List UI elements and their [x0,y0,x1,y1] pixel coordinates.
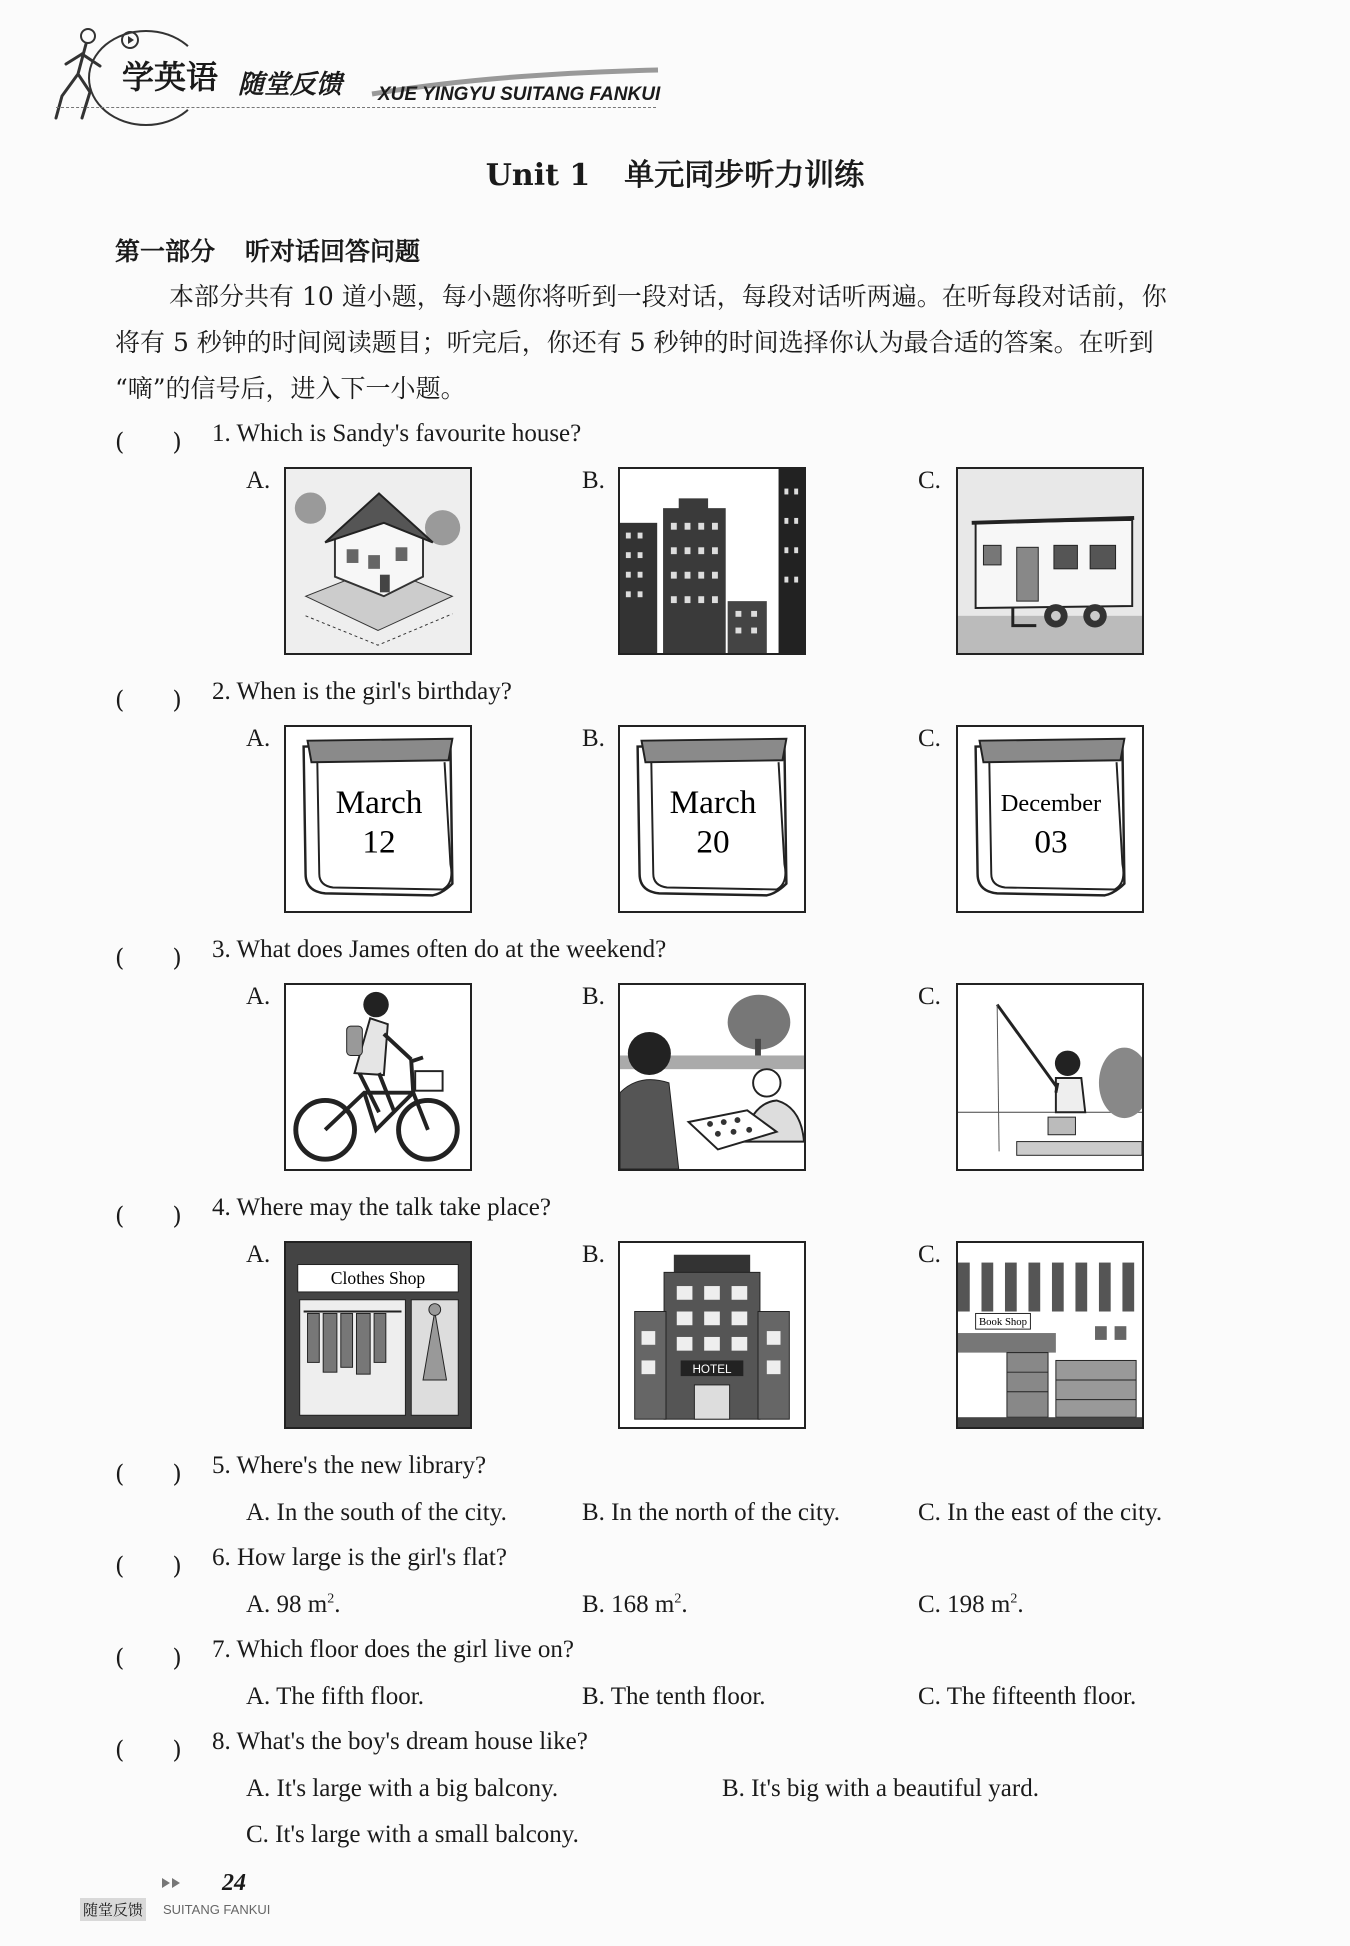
header-subtitle: 随堂反馈 [238,70,343,100]
calendar-day: 03 [1034,823,1068,861]
option-b[interactable] [582,1591,688,1619]
calendar-month: December [1000,790,1102,818]
shop-sign: Clothes Shop [330,1268,426,1289]
option-letter: A. [246,467,271,494]
option-tail: . [1017,1591,1024,1618]
question-text: 4. Where may the talk take place? [212,1194,551,1221]
apartment-buildings-icon [620,469,804,653]
option-letter: B. [582,467,605,494]
question-text: 7. Which floor does the girl live on? [212,1636,574,1663]
mobile-home-icon [958,469,1142,653]
instructions-line-1: 本部分共有 10 道小题，每小题你将听到一段对话，每段对话听两遍。在听每段对话前，你 [169,282,1167,311]
header-divider [56,107,656,108]
unit-title [0,150,1350,194]
calendar-month: March [335,784,423,822]
question-text: 6. How large is the girl's flat? [212,1544,507,1571]
option-b-picture[interactable] [618,467,806,655]
instructions-line-2: 将有 5 秒钟的时间阅读题目；听完后，你还有 5 秒钟的时间选择你认为最合适的答案。在听到 [115,328,1154,357]
option-letter: B. [582,983,605,1010]
option-c-picture[interactable] [956,725,1144,913]
option-letter: A. [246,725,271,752]
question-text: 5. Where's the new library? [212,1452,487,1479]
option-letter: C. [918,467,941,494]
answer-blank[interactable]: ( ) [115,944,182,972]
header-title: 学英语 [122,58,219,96]
page-number: 24 [222,1870,246,1896]
option-b-picture[interactable] [618,1241,806,1429]
option-c[interactable]: C. The fifteenth floor. [918,1683,1137,1710]
option-b[interactable]: B. It's big with a beautiful yard. [722,1775,1039,1802]
boy-fishing-icon [958,985,1142,1169]
option-letter: A. [246,1241,271,1268]
unit-label: Unit 1 [485,158,591,193]
calendar-day: 12 [362,823,396,861]
instructions-line-3: “嘀”的信号后，进入下一小题。 [115,374,466,403]
unit-name: 单元同步听力训练 [624,158,865,193]
detached-house-icon [286,469,470,653]
part-title [115,232,420,268]
answer-blank[interactable]: ( ) [115,1736,182,1764]
option-letter: B. [582,1241,605,1268]
answer-blank[interactable]: ( ) [115,1644,182,1672]
calendar-icon [620,727,804,911]
superscript: 2 [674,1591,682,1607]
option-a[interactable]: A. The fifth floor. [246,1683,424,1710]
option-b[interactable]: B. In the north of the city. [582,1499,841,1526]
option-letter: B. [582,725,605,752]
question-text: 8. What's the boy's dream house like? [212,1728,588,1755]
option-b-picture[interactable] [618,983,806,1171]
option-letter: C. [918,1241,941,1268]
hotel-sign: HOTEL [692,1363,732,1377]
answer-blank[interactable]: ( ) [115,1552,182,1580]
option-c[interactable]: C. It's large with a small balcony. [246,1821,579,1848]
footer-pinyin: SUITANG FANKUI [163,1902,271,1917]
option-a-picture[interactable] [284,725,472,913]
question-text: 1. Which is Sandy's favourite house? [212,420,582,447]
boy-riding-bike-icon [286,985,470,1169]
option-text: B. 168 m [582,1591,675,1618]
option-a[interactable]: A. In the south of the city. [246,1499,507,1526]
option-c-picture[interactable] [956,1241,1144,1429]
footer-tag: 随堂反馈 [80,1898,146,1921]
calendar-month: March [669,784,757,822]
clothes-shop-icon [286,1243,470,1427]
option-a[interactable] [246,1591,341,1619]
question-text: 2. When is the girl's birthday? [212,678,512,705]
playing-chess-icon [620,985,804,1169]
option-c[interactable] [918,1591,1024,1619]
header-pinyin: XUE YINGYU SUITANG FANKUI [378,84,661,105]
option-b[interactable]: B. The tenth floor. [582,1683,766,1710]
shop-sign: Book Shop [978,1316,1028,1329]
calendar-day: 20 [696,823,730,861]
answer-blank[interactable]: ( ) [115,686,182,714]
option-tail: . [681,1591,688,1618]
option-a-picture[interactable] [284,467,472,655]
option-text: C. 198 m [918,1591,1011,1618]
hotel-building-icon [620,1243,804,1427]
option-letter: C. [918,725,941,752]
answer-blank[interactable]: ( ) [115,1202,182,1230]
option-c-picture[interactable] [956,983,1144,1171]
part-label: 第一部分 [115,237,216,266]
option-a-picture[interactable] [284,1241,472,1429]
book-shop-icon [958,1243,1142,1427]
option-c-picture[interactable] [956,467,1144,655]
arrow-icon [160,1876,184,1890]
calendar-icon [286,727,470,911]
option-a-picture[interactable] [284,983,472,1171]
answer-blank[interactable]: ( ) [115,1460,182,1488]
option-a[interactable]: A. It's large with a big balcony. [246,1775,559,1802]
answer-blank[interactable]: ( ) [115,428,182,456]
play-icon [120,30,140,50]
superscript: 2 [1010,1591,1018,1607]
option-text: A. 98 m [246,1591,328,1618]
question-text: 3. What does James often do at the weekend? [212,936,667,963]
option-tail: . [334,1591,341,1618]
calendar-icon [958,727,1142,911]
option-letter: C. [918,983,941,1010]
option-c[interactable]: C. In the east of the city. [918,1499,1163,1526]
option-letter: A. [246,983,271,1010]
superscript: 2 [327,1591,335,1607]
part-name: 听对话回答问题 [245,237,421,266]
option-b-picture[interactable] [618,725,806,913]
